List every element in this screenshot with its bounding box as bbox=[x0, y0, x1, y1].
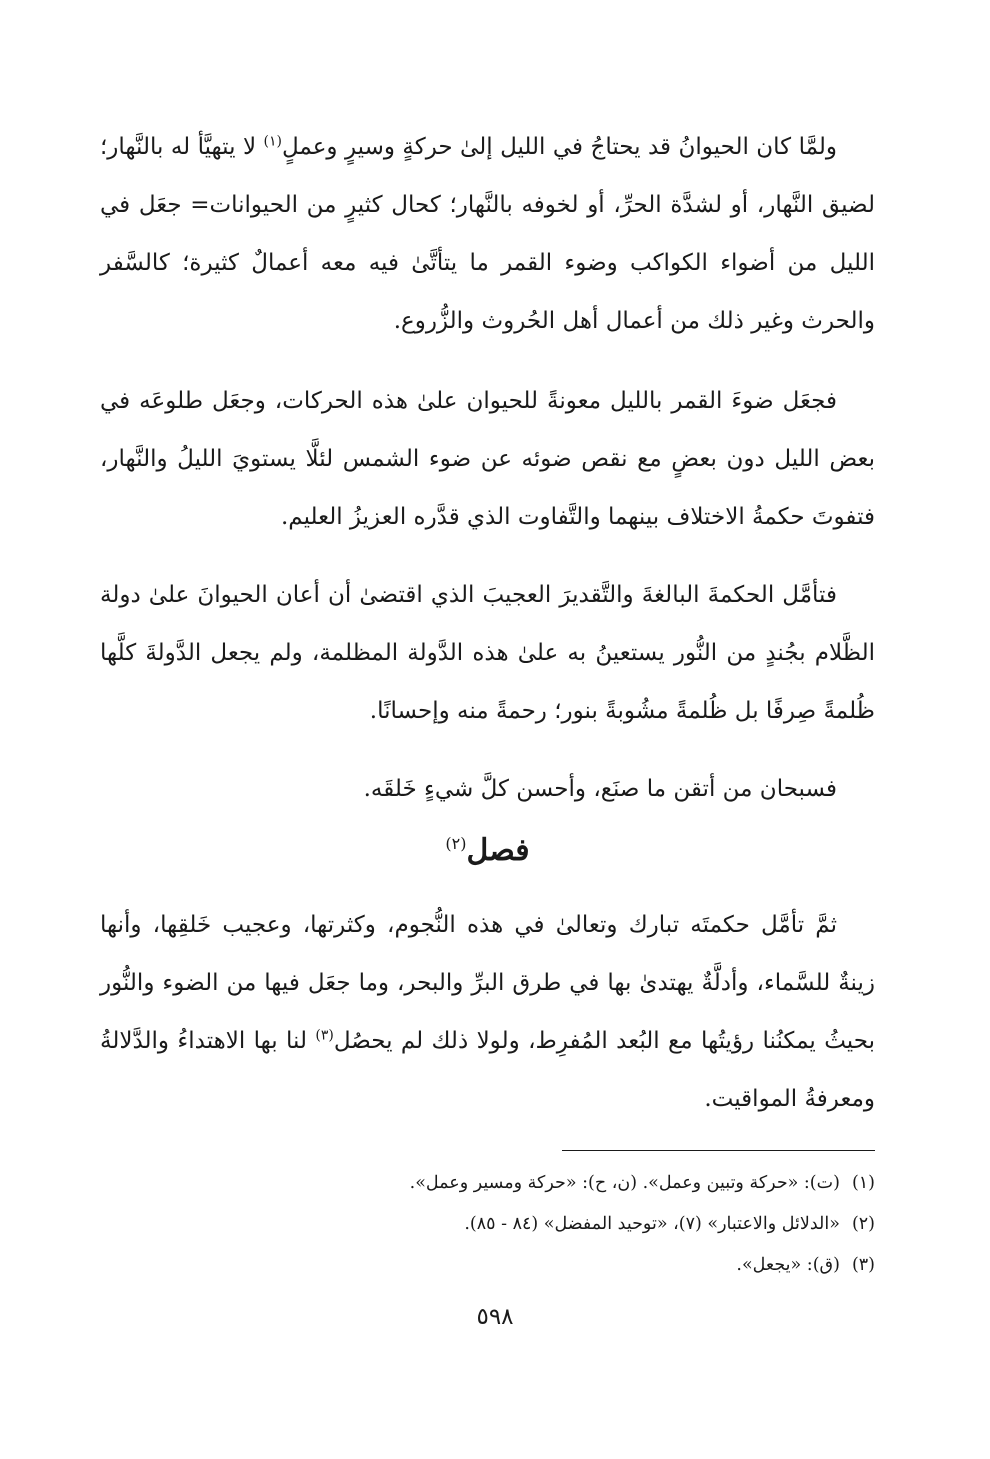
footnote-3-number: (٣) bbox=[851, 1255, 875, 1275]
paragraph-1-text-a: ولمَّا كان الحيوانُ قد يحتاجُ في الليل إلىٰ حركةٍ وسيرٍ وعملٍ bbox=[281, 134, 837, 160]
paragraph-2: فجعَل ضوءَ القمر بالليل معونةً للحيوان علىٰ هذه الحركات، وجعَل طلوعَه في بعض الليل دون بعضٍ مع نقص ضوئه عن ضوء الشمس لئلَّا يستويَ الليلُ والنَّهار، فتفوتَ حكمةُ الاختلاف بينهما والتَّفاوت الذي قدَّره العزيزُ العليم. bbox=[100, 388, 875, 530]
paragraph-5 bbox=[100, 896, 875, 1128]
footnote-mark-2[interactable]: (٢) bbox=[445, 834, 467, 853]
footnote-3 bbox=[115, 1245, 875, 1286]
footnote-2 bbox=[115, 1204, 875, 1245]
paragraph-1 bbox=[100, 118, 875, 350]
footnote-mark-1[interactable]: (١) bbox=[263, 133, 282, 150]
footnote-2-number: (٢) bbox=[851, 1214, 875, 1234]
section-heading-label: فصل bbox=[466, 833, 530, 868]
footnote-1 bbox=[115, 1163, 875, 1204]
paragraph-3: فتأمَّل الحكمةَ البالغةَ والتَّقديرَ العجيبَ الذي اقتضىٰ أن أعان الحيوانَ علىٰ دولة الظَّلام بجُندٍ من النُّور يستعينُ به علىٰ هذه الدَّولة المظلمة، ولم يجعل الدَّولةَ كلَّها ظُلمةً صِرفًا بل ظُلمةً مشُوبةً بنور؛ رحمةً منه وإحسانًا. bbox=[100, 582, 875, 724]
page-number: ٥٩٨ bbox=[476, 1304, 514, 1330]
footnotes bbox=[115, 1163, 875, 1286]
footnote-divider bbox=[562, 1150, 875, 1151]
footnote-1-text: (ت): «حركة وتبين وعمل». (ن، ح): «حركة ومسير وعمل». bbox=[409, 1173, 840, 1193]
page-body bbox=[100, 118, 875, 1148]
paragraph-5-text-a: ثمَّ تأمَّل حكمتَه تبارك وتعالىٰ في هذه النُّجوم، وكثرتها، وعجيب خَلقِها، وأنها زينةٌ للسَّماء، وأدلَّةٌ يهتدىٰ بها في طرق البرِّ والبحر، وما جعَل فيها من الضوء والنُّور بحيثُ يمكنُنا رؤيتُها مع البُعد المُفرِط، ولولا ذلك لم يحصُل bbox=[100, 912, 875, 1054]
footnote-mark-3[interactable]: (٣) bbox=[315, 1027, 334, 1044]
paragraph-5-text-b: لنا بها الاهتداءُ والدَّلالةُ ومعرفةُ المواقيت. bbox=[100, 1028, 875, 1112]
footnote-2-text: «الدلائل والاعتبار» (٧)، «توحيد المفضل» (٨٤ - ٨٥). bbox=[464, 1214, 840, 1234]
footnote-3-text: (ق): «يجعل». bbox=[736, 1255, 840, 1275]
paragraph-4: فسبحان من أتقن ما صنَع، وأحسن كلَّ شيءٍ خَلقَه. bbox=[363, 776, 837, 802]
section-heading bbox=[100, 826, 875, 876]
paragraph-1-text-b: لا يتهيَّأ له بالنَّهار؛ لضيق النَّهار، أو لشدَّة الحرِّ، أو لخوفه بالنَّهار؛ كحال كثيرٍ من الحيوانات= جعَل في الليل من أضواء الكواكب وضوء القمر ما يتأتَّىٰ فيه معه أعمالٌ كثيرة؛ كالسَّفر والحرث وغير ذلك من أعمال أهل الحُروث والزُّروع. bbox=[100, 134, 875, 334]
footnote-1-number: (١) bbox=[851, 1173, 875, 1193]
